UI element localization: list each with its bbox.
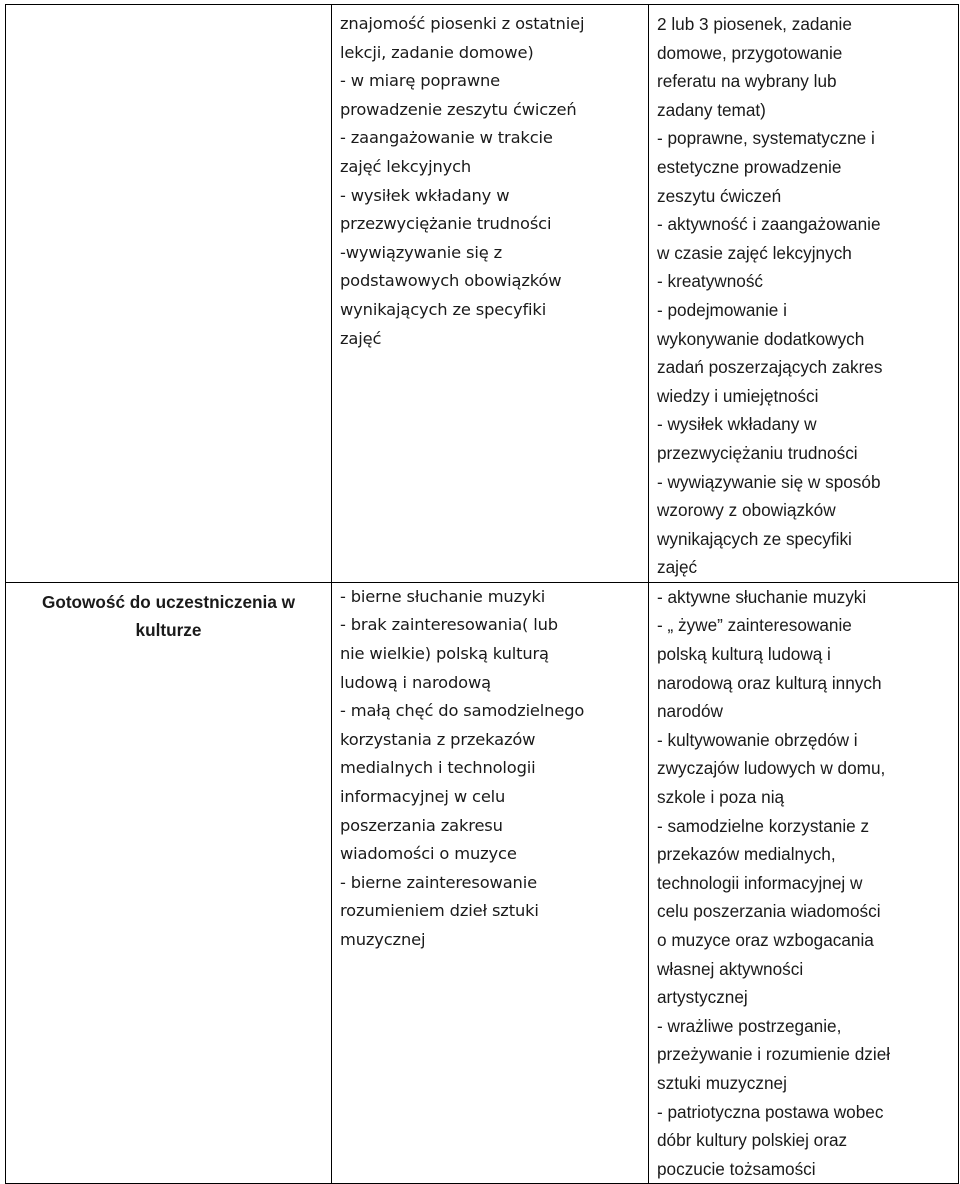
text-line: zajęć: [657, 557, 698, 578]
text-line: referatu na wybrany lub: [657, 71, 837, 92]
text-line: - poprawne, systematyczne i: [657, 128, 875, 149]
text-line: podstawowych obowiązków: [340, 271, 562, 291]
text-line: przeżywanie i rozumienie dzieł: [657, 1044, 891, 1065]
requirements-text-advanced: [649, 583, 958, 1183]
requirements-text-basic: [332, 583, 648, 955]
text-line: - wrażliwe postrzeganie,: [657, 1015, 842, 1036]
text-line: technologii informacyjnej w: [657, 872, 863, 893]
text-line: przezwyciężaniu trudności: [657, 442, 858, 463]
requirements-cell-basic: [332, 5, 649, 583]
text-line: nie wielkie) polską kulturą: [340, 644, 549, 664]
text-line: szkole i poza nią: [657, 787, 785, 808]
text-line: - w miarę poprawne: [340, 71, 501, 91]
text-line: korzystania z przekazów: [340, 729, 536, 749]
text-line: domowe, przygotowanie: [657, 42, 843, 63]
text-line: - samodzielne korzystanie z: [657, 815, 870, 836]
text-line: - wysiłek wkładany w: [657, 414, 817, 435]
text-line: zwyczajów ludowych w domu,: [657, 758, 886, 779]
text-line: - aktywne słuchanie muzyki: [657, 586, 867, 607]
text-line: przezwyciężanie trudności: [340, 214, 552, 234]
text-line: - małą chęć do samodzielnego: [340, 701, 585, 721]
text-line: kulturze: [135, 620, 202, 641]
text-line: rozumieniem dzieł sztuki: [340, 901, 539, 921]
text-line: 2 lub 3 piosenek, zadanie: [657, 14, 852, 34]
requirements-cell-advanced: [649, 5, 959, 583]
text-line: - bierne słuchanie muzyki: [340, 586, 546, 606]
text-line: informacyjnej w celu: [340, 787, 506, 807]
text-line: wiadomości o muzyce: [340, 844, 517, 864]
text-line: Gotowość do uczestniczenia w: [41, 591, 296, 612]
text-line: polską kulturą ludową i: [657, 644, 831, 665]
text-line: - brak zainteresowania( lub: [340, 615, 558, 635]
text-line: medialnych i technologii: [340, 758, 536, 778]
requirements-text-basic: [332, 5, 648, 353]
text-line: - aktywność i zaangażowanie: [657, 214, 881, 235]
text-line: - zaangażowanie w trakcie: [340, 128, 553, 148]
text-line: zajęć lekcyjnych: [340, 156, 472, 176]
text-line: - kreatywność: [657, 271, 764, 292]
table-row: [6, 5, 959, 583]
text-line: estetyczne prowadzenie: [657, 156, 842, 177]
text-line: dóbr kultury polskiej oraz: [657, 1130, 848, 1151]
text-line: - kultywowanie obrzędów i: [657, 729, 858, 750]
text-line: przekazów medialnych,: [657, 844, 836, 865]
requirements-text-advanced: [649, 5, 958, 582]
text-line: - bierne zainteresowanie: [340, 872, 537, 892]
table-row: [6, 582, 959, 1183]
text-line: ludową i narodową: [340, 672, 491, 692]
text-line: zadany temat): [657, 99, 766, 120]
text-line: prowadzenie zeszytu ćwiczeń: [340, 99, 577, 119]
text-line: zajęć: [340, 328, 382, 348]
text-line: wiedzy i umiejętności: [657, 385, 819, 406]
text-line: -wywiązywanie się z: [340, 242, 503, 262]
requirements-cell-advanced: [649, 582, 959, 1183]
grading-criteria-table: [5, 4, 959, 1184]
category-cell: [6, 582, 332, 1183]
category-title: [6, 583, 331, 645]
category-cell: [6, 5, 332, 583]
text-line: wzorowy z obowiązków: [657, 500, 836, 521]
text-line: - podejmowanie i: [657, 299, 787, 320]
text-line: - patriotyczna postawa wobec: [657, 1101, 884, 1122]
text-line: w czasie zajęć lekcyjnych: [657, 242, 852, 263]
text-line: znajomość piosenki z ostatniej: [340, 14, 585, 33]
text-line: wynikających ze specyfiki: [657, 528, 852, 549]
text-line: muzycznej: [340, 930, 426, 949]
text-line: - „ żywe” zainteresowanie: [657, 615, 852, 636]
text-line: poszerzania zakresu: [340, 815, 503, 835]
text-line: o muzyce oraz wzbogacania: [657, 930, 874, 950]
text-line: narodową oraz kulturą innych: [657, 672, 882, 693]
text-line: artystycznej: [657, 987, 748, 1008]
text-line: wynikających ze specyfiki: [340, 299, 547, 319]
requirements-cell-basic: [332, 582, 649, 1183]
text-line: zadań poszerzających zakres: [657, 357, 883, 378]
text-line: wykonywanie dodatkowych: [657, 328, 865, 349]
text-line: - wysiłek wkładany w: [340, 185, 510, 205]
text-line: lekcji, zadanie domowe): [340, 42, 534, 62]
text-line: zeszytu ćwiczeń: [657, 185, 782, 206]
text-line: - wywiązywanie się w sposób: [657, 471, 881, 492]
text-line: sztuki muzycznej: [657, 1072, 787, 1093]
text-line: narodów: [657, 701, 723, 722]
text-line: poczucie tożsamości: [657, 1158, 816, 1179]
text-line: własnej aktywności: [657, 958, 804, 979]
text-line: celu poszerzania wiadomości: [657, 901, 881, 922]
